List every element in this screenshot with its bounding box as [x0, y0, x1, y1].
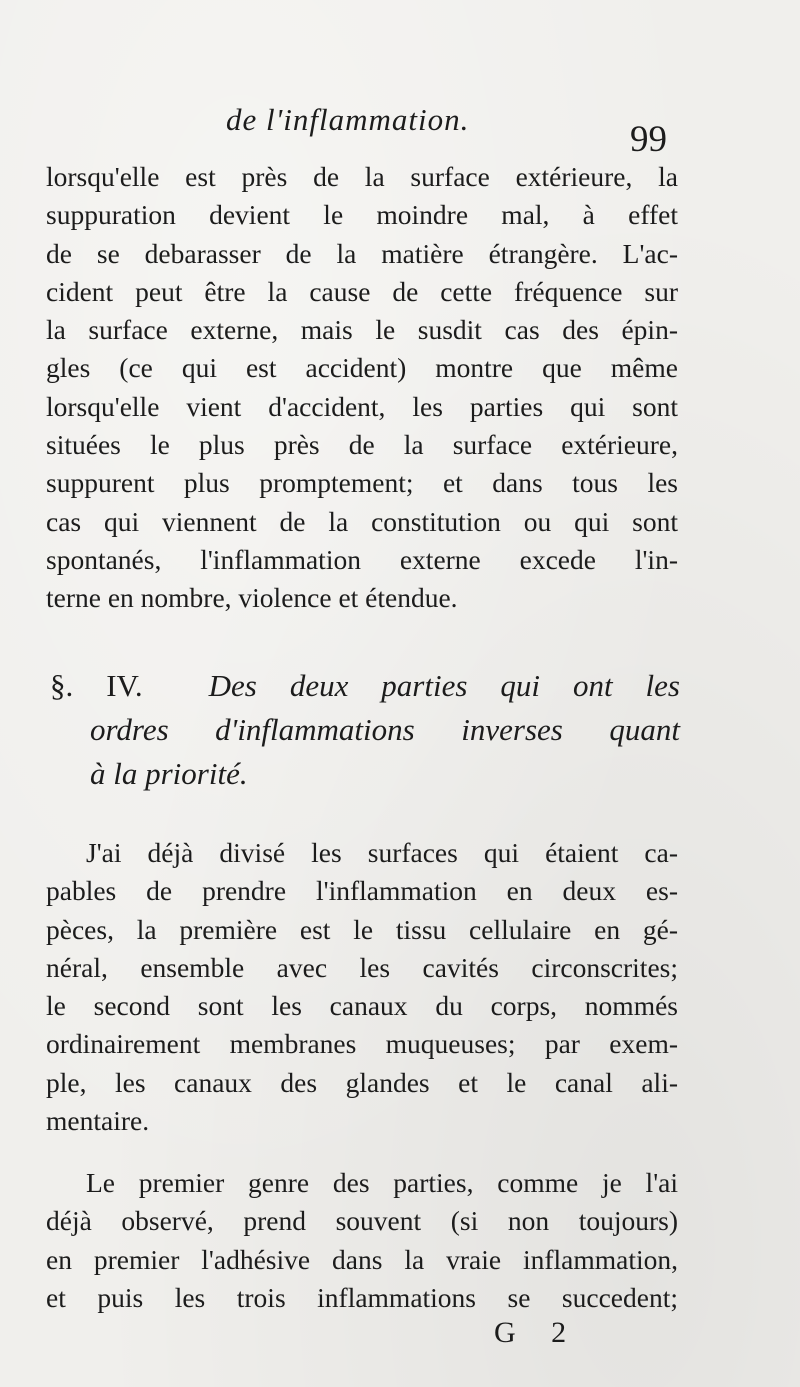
- section-number: §. IV.: [50, 668, 143, 703]
- section-heading-line-1: [50, 664, 680, 708]
- text-line: terne en nombre, violence et étendue.: [46, 582, 458, 614]
- text-line: cas qui viennent de la constitution ou qui sont: [46, 505, 678, 537]
- text-line: lorsqu'elle est près de la surface extérieure, la: [46, 161, 678, 192]
- page-number: 99: [630, 119, 667, 160]
- paragraph-2: [46, 834, 678, 1140]
- section-title-part: ordres d'inflammations inverses quant: [90, 712, 680, 747]
- text-line: cident peut être la cause de cette fréquence sur: [46, 275, 678, 307]
- paragraph-1: [46, 158, 678, 618]
- text-line: ple, les canaux des glandes et le canal ali-: [46, 1066, 678, 1098]
- text-line: lorsqu'elle vient d'accident, les parties qui sont: [46, 390, 678, 422]
- text-line: gles (ce qui est accident) montre que même: [46, 352, 678, 384]
- signature-mark: G 2: [494, 1316, 581, 1349]
- text-line: le second sont les canaux du corps, nommés: [46, 990, 678, 1022]
- running-title: de l'inflammation.: [226, 102, 470, 137]
- text-line: de se debarasser de la matière étrangère. L'ac-: [46, 237, 678, 269]
- text-line: la surface externe, mais le susdit cas des épin-: [46, 314, 678, 346]
- section-title-part: Des deux parties qui ont les: [208, 668, 680, 703]
- text-line: ordinairement membranes muqueuses; par exem-: [46, 1028, 678, 1060]
- text-line: suppuration devient le moindre mal, à effet: [46, 199, 678, 231]
- paragraph-3: [46, 1164, 678, 1317]
- text-line: pables de prendre l'inflammation en deux es-: [46, 875, 678, 907]
- text-line: pèces, la première est le tissu cellulaire en gé-: [46, 913, 678, 945]
- text-line: Le premier genre des parties, comme je l'ai: [86, 1167, 678, 1198]
- text-line: néral, ensemble avec les cavités circonscrites;: [46, 951, 678, 983]
- text-line: et puis les trois inflammations se succedent;: [46, 1281, 678, 1313]
- text-line: en premier l'adhésive dans la vraie inflammation,: [46, 1243, 678, 1275]
- text-line: mentaire.: [46, 1105, 150, 1137]
- section-heading: [50, 664, 680, 796]
- text-line: déjà observé, prend souvent (si non toujours): [46, 1205, 678, 1237]
- text-line: spontanés, l'inflammation externe excede l'in-: [46, 543, 678, 575]
- text-line: J'ai déjà divisé les surfaces qui étaient ca-: [86, 837, 678, 868]
- text-line: suppurent plus promptement; et dans tous les: [46, 467, 678, 499]
- text-line: situées le plus près de la surface extérieure,: [46, 429, 678, 461]
- section-title-part: à la priorité.: [90, 756, 248, 791]
